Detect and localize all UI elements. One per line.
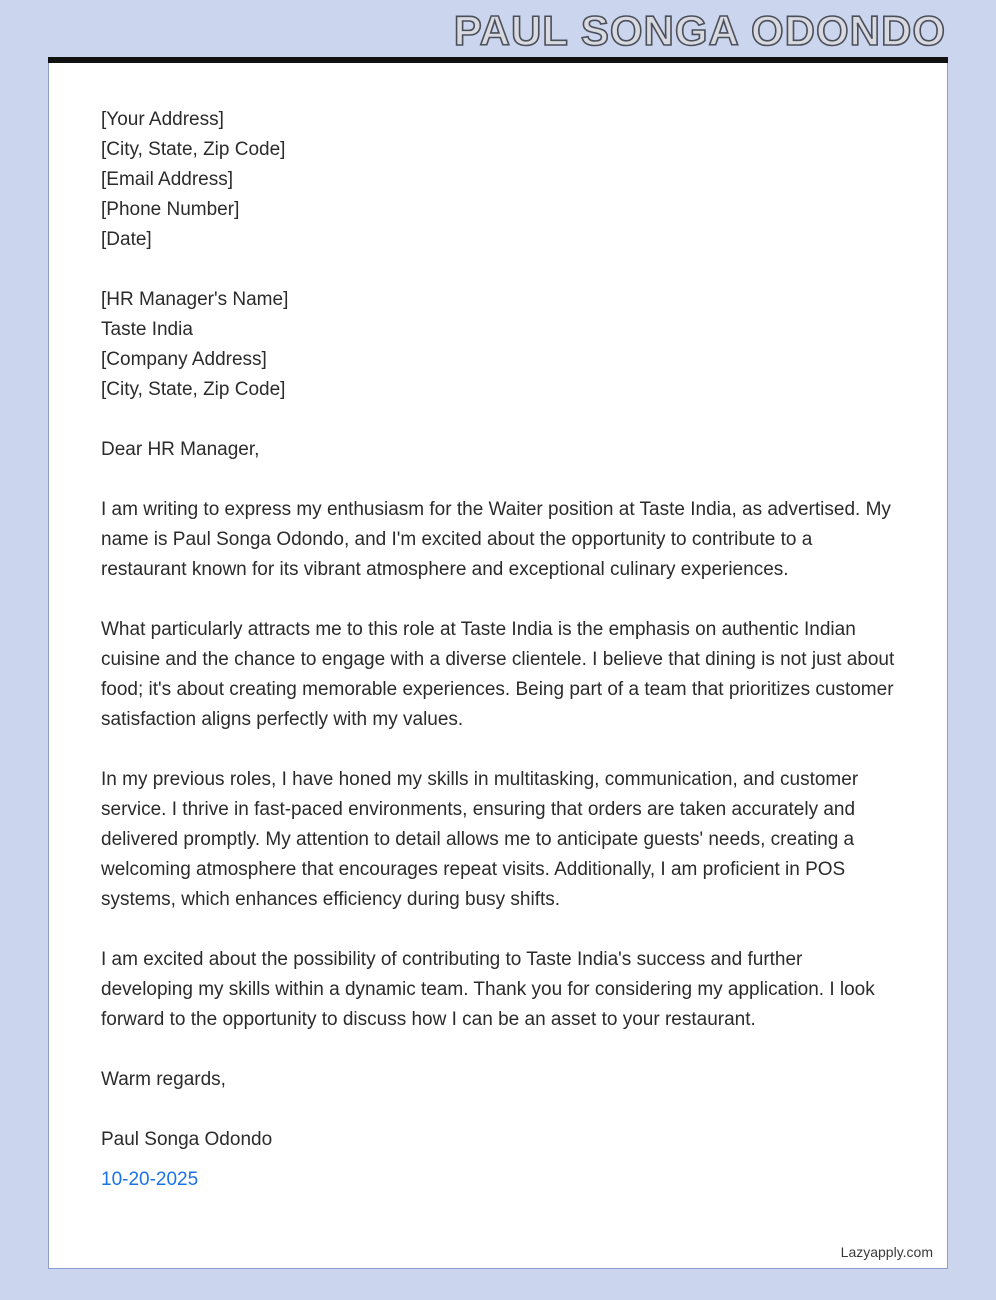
body-paragraph: I am writing to express my enthusiasm for the Waiter position at Taste India, as advertised. My name is Paul Songa Odondo, and I'm excited about the opportunity to contribute to a restaurant known for its vibrant atmosphere and exceptional culinary experiences. (101, 499, 891, 580)
sender-address-line: [Date] (101, 229, 152, 250)
sender-address-line: [City, State, Zip Code] (101, 139, 286, 160)
lazyapply-watermark: Lazyapply.com (840, 1244, 933, 1260)
recipient-address-line: [Company Address] (101, 349, 267, 370)
recipient-address-line: [City, State, Zip Code] (101, 379, 286, 400)
salutation: Dear HR Manager, (101, 439, 260, 460)
sender-address-line: [Your Address] (101, 109, 224, 130)
letter-page (48, 63, 948, 1269)
recipient-address-line: [HR Manager's Name] (101, 289, 289, 310)
sender-address-line: [Phone Number] (101, 199, 240, 220)
body-paragraph: In my previous roles, I have honed my skills in multitasking, communication, and customer service. I thrive in fast-paced environments, ensuring that orders are taken accurately and delivered promptly. My attention to detail allows me to anticipate guests' needs, creating a welcoming atmosphere that encourages repeat visits. Additionally, I am proficient in POS systems, which enhances efficiency during busy shifts. (101, 769, 859, 910)
body-paragraph: What particularly attracts me to this role at Taste India is the emphasis on authentic Indian cuisine and the chance to engage with a diverse clientele. I believe that dining is not just about food; it's about creating memorable experiences. Being part of a team that prioritizes customer satisfaction aligns perfectly with my values. (101, 619, 895, 730)
document-header (0, 0, 996, 57)
sender-address-block (101, 105, 895, 255)
closing-line: Warm regards, (101, 1069, 226, 1090)
recipient-address-line: Taste India (101, 319, 193, 340)
sender-address-line: [Email Address] (101, 169, 233, 190)
recipient-address-block (101, 285, 895, 405)
signature-date: 10-20-2025 (101, 1169, 199, 1190)
signature-name: Paul Songa Odondo (101, 1129, 273, 1150)
header-name-title: PAUL SONGA ODONDO (453, 7, 946, 54)
body-paragraph: I am excited about the possibility of contributing to Taste India's success and further developing my skills within a dynamic team. Thank you for considering my application. I look forward to the opportunity to discuss how I can be an asset to your restaurant. (101, 949, 875, 1030)
